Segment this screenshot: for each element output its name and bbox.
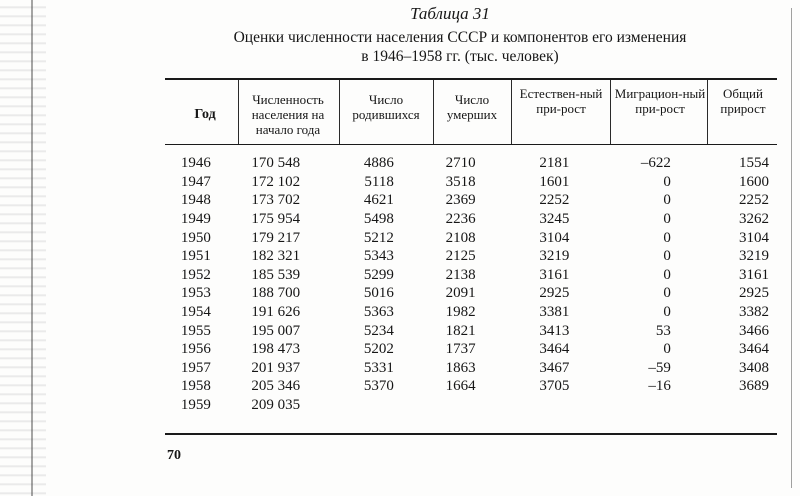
cell-year: 1948 [180, 192, 211, 209]
cell-births: 5370 [363, 378, 394, 395]
table-row [165, 396, 777, 415]
table-bottom-rule [165, 433, 777, 435]
table-row [165, 303, 777, 322]
scan-edge-shadow [0, 0, 46, 496]
cell-births: 5343 [363, 248, 394, 265]
table-row [165, 321, 777, 340]
header-migration: Миграцион-ный при-рост [614, 86, 706, 116]
population-table [165, 154, 777, 414]
cell-births: 5331 [363, 359, 394, 376]
cell-total-increase: 3104 [739, 229, 769, 246]
cell-migration-increase: 0 [663, 341, 671, 358]
cell-population: 195 007 [251, 322, 301, 339]
cell-deaths: 2710 [445, 155, 476, 172]
cell-year: 1959 [180, 397, 211, 414]
cell-total-increase: 3464 [739, 341, 769, 358]
header-year: Год [194, 107, 216, 122]
cell-births: 5118 [364, 173, 394, 190]
cell-births: 5363 [363, 304, 394, 321]
cell-natural-increase: 3467 [539, 359, 570, 376]
cell-population: 201 937 [251, 359, 301, 376]
cell-year: 1947 [180, 173, 211, 190]
cell-year: 1953 [180, 285, 211, 302]
table-row [165, 340, 777, 359]
header-divider [511, 80, 512, 144]
header-population: Численность населения на начало года [251, 92, 325, 137]
cell-births: 4886 [363, 155, 394, 172]
caption-line-2: в 1946–1958 гг. (тыс. человек) [361, 48, 559, 65]
cell-migration-increase: 0 [663, 285, 671, 302]
table-row [165, 377, 777, 396]
cell-deaths: 2125 [445, 248, 476, 265]
cell-migration-increase: 0 [663, 192, 671, 209]
cell-natural-increase: 3413 [539, 322, 570, 339]
table-row [165, 191, 777, 210]
cell-births: 4621 [363, 192, 394, 209]
cell-total-increase: 3466 [739, 322, 769, 339]
cell-population: 185 539 [251, 266, 301, 283]
cell-births [325, 396, 412, 415]
cell-natural-increase: 3381 [539, 304, 570, 321]
table-row [165, 228, 777, 247]
page-number: 70 [167, 448, 181, 463]
cell-total-increase: 3382 [739, 304, 769, 321]
table-top-rule [165, 78, 777, 80]
header-divider [238, 80, 239, 144]
table-caption [200, 28, 720, 66]
page-gutter-line [31, 0, 33, 496]
cell-births: 5299 [363, 266, 394, 283]
header-divider [433, 80, 434, 144]
cell-migration-increase: –16 [648, 378, 671, 395]
cell-population: 209 035 [251, 397, 301, 414]
cell-deaths: 2091 [445, 285, 476, 302]
table-row [165, 173, 777, 192]
header-deaths: Число умерших [446, 92, 498, 122]
table-row [165, 154, 777, 173]
cell-total-increase: 3161 [739, 266, 769, 283]
cell-year: 1955 [180, 322, 211, 339]
cell-natural-increase: 3104 [539, 229, 570, 246]
cell-deaths: 1664 [445, 378, 476, 395]
table-row [165, 359, 777, 378]
cell-migration-increase: 53 [655, 322, 671, 339]
table-body [165, 154, 777, 414]
cell-migration-increase: 0 [663, 266, 671, 283]
cell-population: 173 702 [251, 192, 301, 209]
cell-year: 1951 [180, 248, 211, 265]
cell-natural-increase: 1601 [539, 173, 570, 190]
cell-natural-increase: 3245 [539, 211, 570, 228]
cell-births: 5016 [363, 285, 394, 302]
header-divider [707, 80, 708, 144]
header-divider [339, 80, 340, 144]
cell-migration-increase [597, 396, 711, 415]
cell-population: 188 700 [251, 285, 301, 302]
cell-total-increase: 3689 [739, 378, 769, 395]
table-header-rule [165, 144, 777, 145]
cell-migration-increase: 0 [663, 304, 671, 321]
cell-population: 191 626 [251, 304, 301, 321]
cell-migration-increase: –622 [640, 155, 671, 172]
cell-natural-increase: 2252 [539, 192, 570, 209]
cell-deaths [412, 396, 494, 415]
cell-deaths: 2236 [445, 211, 476, 228]
header-natural: Естествен-ный при-рост [519, 86, 603, 116]
cell-year: 1954 [180, 304, 211, 321]
cell-population: 205 346 [251, 378, 301, 395]
cell-deaths: 1737 [445, 341, 476, 358]
cell-total-increase: 1554 [739, 155, 769, 172]
cell-total-increase: 3219 [739, 248, 769, 265]
cell-population: 179 217 [251, 229, 301, 246]
cell-population: 198 473 [251, 341, 301, 358]
cell-year: 1952 [180, 266, 211, 283]
cell-births: 5202 [363, 341, 394, 358]
table-row [165, 266, 777, 285]
cell-population: 172 102 [251, 173, 301, 190]
page-edge-line [791, 8, 792, 488]
header-total: Общий прирост [720, 86, 766, 116]
cell-natural-increase: 2181 [539, 155, 570, 172]
cell-births: 5498 [363, 211, 394, 228]
cell-year: 1956 [180, 341, 211, 358]
cell-total-increase: 3262 [739, 211, 769, 228]
cell-population: 175 954 [251, 211, 301, 228]
table-row [165, 247, 777, 266]
cell-total-increase: 1600 [739, 173, 769, 190]
cell-natural-increase: 3464 [539, 341, 570, 358]
cell-deaths: 3518 [445, 173, 476, 190]
header-divider [610, 80, 611, 144]
cell-natural-increase [494, 396, 598, 415]
table-row [165, 210, 777, 229]
cell-deaths: 2108 [445, 229, 476, 246]
table-row [165, 284, 777, 303]
cell-deaths: 1821 [445, 322, 476, 339]
cell-total-increase [711, 396, 777, 415]
cell-deaths: 1982 [445, 304, 476, 321]
cell-year: 1949 [180, 211, 211, 228]
cell-deaths: 2138 [445, 266, 476, 283]
cell-year: 1958 [180, 378, 211, 395]
table-title: Таблица 31 [410, 4, 490, 23]
header-births: Число родившихся [352, 92, 420, 122]
cell-migration-increase: –59 [648, 359, 671, 376]
cell-migration-increase: 0 [663, 211, 671, 228]
cell-migration-increase: 0 [663, 173, 671, 190]
cell-births: 5234 [363, 322, 394, 339]
cell-year: 1946 [180, 155, 211, 172]
cell-migration-increase: 0 [663, 248, 671, 265]
cell-natural-increase: 3705 [539, 378, 570, 395]
cell-natural-increase: 3161 [539, 266, 570, 283]
cell-total-increase: 2252 [739, 192, 769, 209]
cell-total-increase: 2925 [739, 285, 769, 302]
cell-natural-increase: 2925 [539, 285, 570, 302]
cell-natural-increase: 3219 [539, 248, 570, 265]
caption-line-1: Оценки численности населения СССР и компонентов его изменения [233, 29, 687, 46]
cell-total-increase: 3408 [739, 359, 769, 376]
cell-deaths: 2369 [445, 192, 476, 209]
cell-births: 5212 [363, 229, 394, 246]
cell-population: 182 321 [251, 248, 301, 265]
cell-year: 1957 [180, 359, 211, 376]
cell-population: 170 548 [251, 155, 301, 172]
cell-year: 1950 [180, 229, 211, 246]
cell-deaths: 1863 [445, 359, 476, 376]
cell-migration-increase: 0 [663, 229, 671, 246]
